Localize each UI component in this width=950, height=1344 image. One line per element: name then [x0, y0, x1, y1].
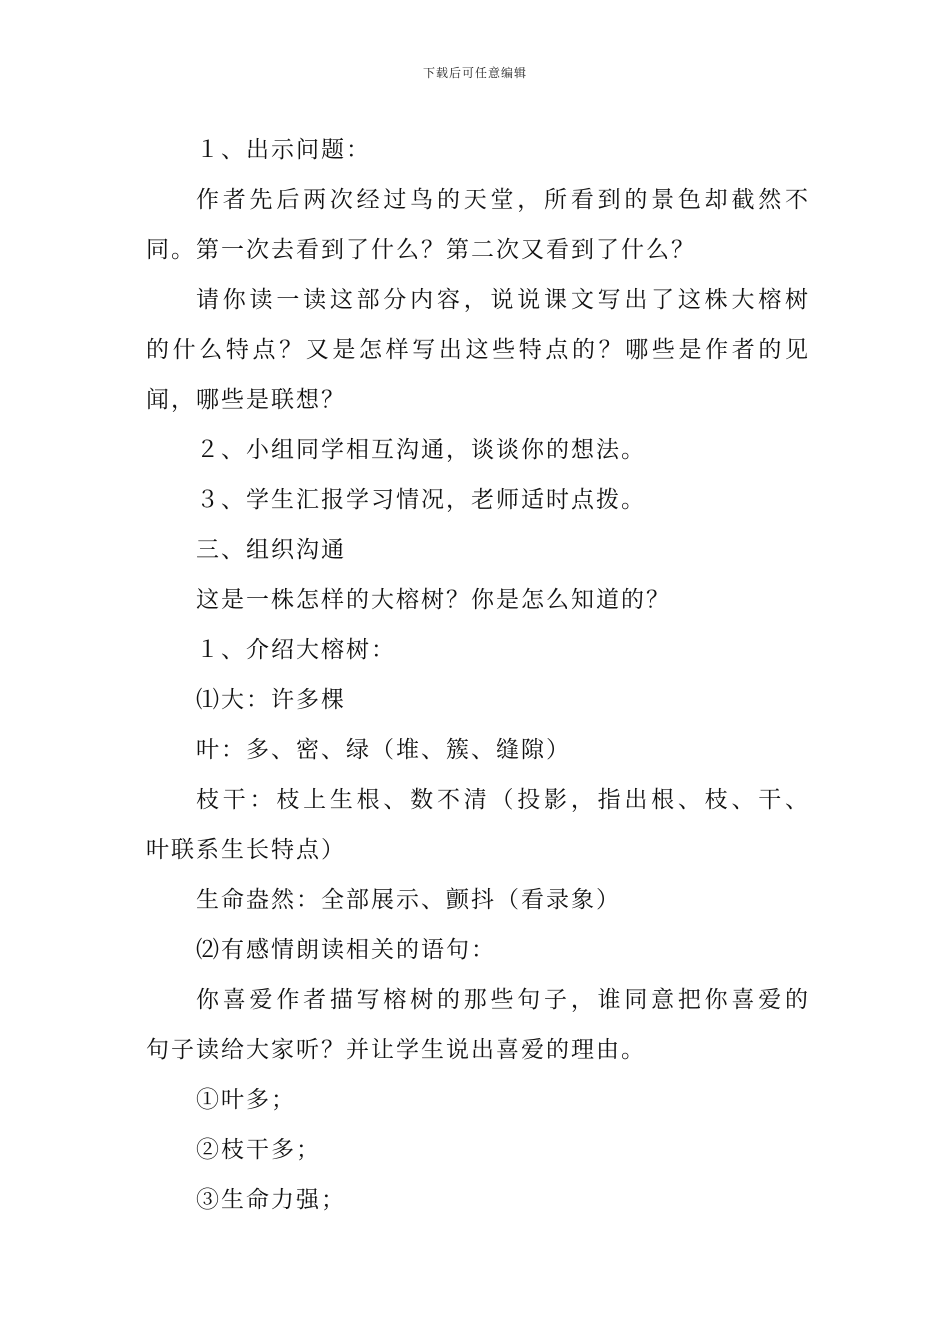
text-line-4: 请你读一读这部分内容，说说课文写出了这株大榕树: [196, 287, 810, 313]
text-line-2: 作者先后两次经过鸟的天堂，所看到的景色却截然不: [196, 187, 810, 213]
text-line-18: 你喜爱作者描写榕树的那些句子，谁同意把你喜爱的: [196, 987, 810, 1013]
list-item-1: ①叶多；: [196, 1087, 296, 1113]
list-item-3: ③生命力强；: [196, 1187, 346, 1213]
text-line-17: ⑵有感情朗读相关的语句：: [196, 937, 496, 963]
text-line-8: ３、学生汇报学习情况，老师适时点拨。: [196, 487, 646, 513]
text-line-19: 句子读给大家听？并让学生说出喜爱的理由。: [146, 1037, 646, 1063]
text-line-11: １、介绍大榕树：: [196, 637, 396, 663]
text-line-12: ⑴大：许多棵: [196, 687, 346, 713]
text-line-1: １、出示问题：: [196, 137, 371, 163]
list-item-2: ②枝干多；: [196, 1137, 321, 1163]
text-line-13: 叶：多、密、绿（堆、簇、缝隙）: [196, 737, 571, 763]
text-line-5: 的什么特点？又是怎样写出这些特点的？哪些是作者的见: [146, 337, 810, 363]
text-line-10: 这是一株怎样的大榕树？你是怎么知道的？: [196, 587, 671, 613]
text-line-16: 生命盎然：全部展示、颤抖（看录象）: [196, 887, 621, 913]
text-line-6: 闻，哪些是联想？: [146, 387, 346, 413]
text-line-3: 同。第一次去看到了什么？第二次又看到了什么？: [146, 237, 696, 263]
text-line-15: 叶联系生长特点）: [146, 837, 346, 863]
text-line-14: 枝干：枝上生根、数不清（投影，指出根、枝、干、: [196, 787, 810, 813]
text-line-7: ２、小组同学相互沟通，谈谈你的想法。: [196, 437, 646, 463]
page-header: 下载后可任意编辑: [422, 66, 527, 80]
section-heading: 三、组织沟通: [196, 537, 346, 563]
